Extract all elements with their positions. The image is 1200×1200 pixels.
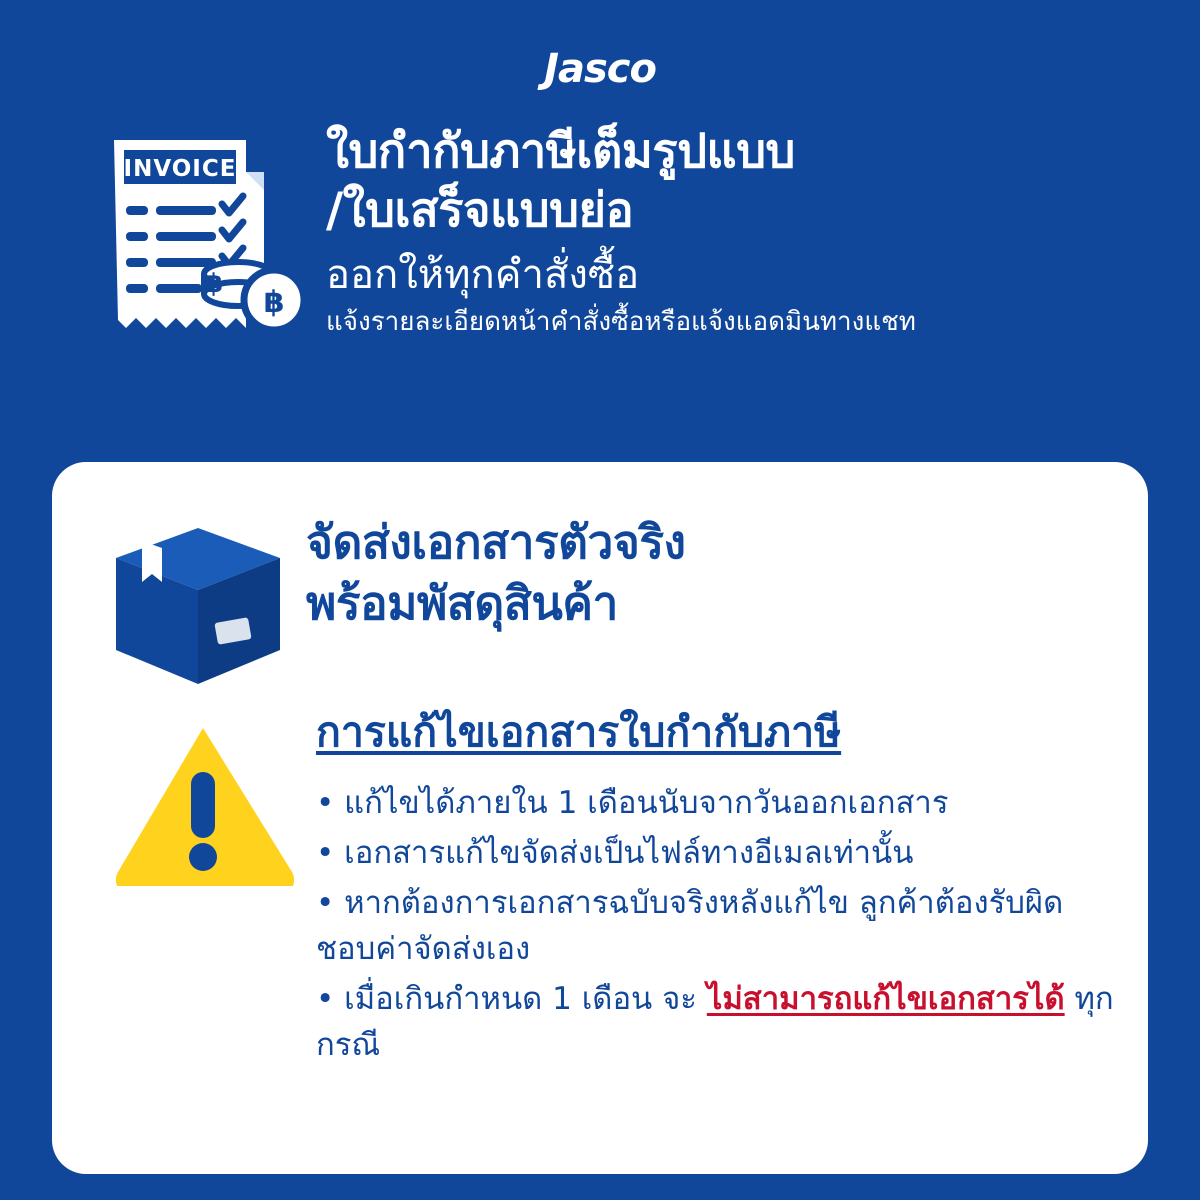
hero-title-line1: ใบกำกับภาษีเต็มรูปแบบ: [326, 124, 795, 179]
shipping-line1: จัดส่งเอกสารตัวจริง: [306, 515, 686, 569]
bullet-text: • เอกสารแก้ไขจัดส่งเป็นไฟล์ทางอีเมลเท่านั้น: [316, 835, 914, 872]
amendment-body: [298, 706, 1148, 1073]
warning-triangle-icon: [108, 706, 298, 890]
svg-text:INVOICE: INVOICE: [123, 156, 237, 182]
bullet-text: • หากต้องการเอกสารฉบับจริงหลังแก้ไข ลูกค้าต้องรับผิดชอบค่าจัดส่งเอง: [316, 885, 1064, 967]
bullet-text: • แก้ไขได้ภายใน 1 เดือนนับจากวันออกเอกสาร: [316, 785, 949, 822]
hero-subtitle: ออกให้ทุกคำสั่งซื้อ: [326, 252, 640, 299]
hero-text-block: [326, 118, 1160, 340]
amendment-section: [52, 706, 1148, 1073]
brand-logo: [0, 46, 1200, 92]
shipping-line2: พร้อมพัสดุสินค้า: [306, 575, 618, 630]
hero-section: [0, 118, 1200, 351]
white-content-card: [52, 462, 1148, 1174]
list-item: [316, 881, 1114, 973]
bullet-highlight: ไม่สามารถแก้ไขเอกสารได้: [706, 980, 1065, 1017]
bullet-suffix: ทุกกรณี: [316, 980, 1114, 1063]
shipping-text-block: [292, 508, 1148, 633]
svg-text:฿: ฿: [204, 269, 224, 299]
list-item: [316, 831, 1114, 877]
list-item: [316, 781, 1114, 827]
shipping-section: [52, 508, 1148, 696]
brand-name: Jasco: [544, 46, 656, 92]
parcel-box-icon: [112, 508, 292, 696]
hero-note: แจ้งรายละเอียดหน้าคำสั่งซื้อหรือแจ้งแอดมินทางแชท: [326, 307, 916, 338]
amendment-bullet-list: [316, 781, 1114, 1068]
hero-title-line2: /ใบเสร็จแบบย่อ: [326, 183, 634, 239]
amendment-title: การแก้ไขเอกสารใบกำกับภาษี: [316, 708, 842, 756]
bullet-text: • เมื่อเกินกำหนด 1 เดือน จะ: [316, 980, 707, 1017]
svg-text:฿: ฿: [263, 285, 285, 320]
list-item: [316, 977, 1114, 1069]
invoice-document-icon: [96, 118, 326, 351]
